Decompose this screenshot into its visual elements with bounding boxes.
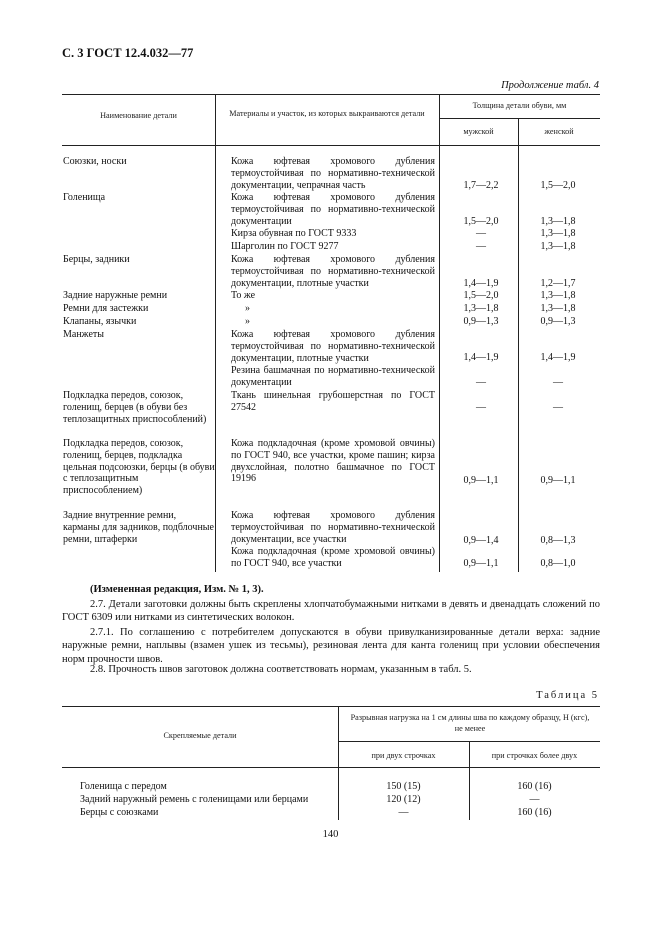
table-row-men: 1,7—2,2: [463, 180, 499, 191]
table-row-women: 0,9—1,3: [540, 316, 576, 327]
table-row-part: Ремни для застежки: [63, 303, 149, 314]
table-row-women: 1,3—1,8: [540, 241, 576, 252]
page-header: С. 3 ГОСТ 12.4.032—77: [62, 46, 194, 60]
table-row-women: 0,9—1,1: [540, 475, 576, 486]
col-header-thickness: Толщина детали обуви, мм: [472, 101, 567, 110]
table-row-part: Манжеты: [63, 329, 104, 340]
table-5-header-rule: [62, 767, 600, 768]
table-5-top-rule: [62, 706, 600, 707]
amendment-note: (Измененная редакция, Изм. № 1, 3).: [90, 584, 264, 595]
table-row-men: 1,4—1,9: [463, 278, 499, 289]
table-row-material: Кожа подкладочная (кроме хромовой овчины) по ГОСТ 940, все участки, кроме пашин; кирза двухслойная, полотно башмачное по ГОСТ 19196: [231, 438, 435, 485]
table-5-row-two: 120 (12): [386, 794, 421, 805]
table-row-men: 1,5—2,0: [463, 290, 499, 301]
table-row-women: 1,5—2,0: [540, 180, 576, 191]
table-row-men: 0,9—1,1: [463, 558, 499, 569]
table-row-men: 0,9—1,3: [463, 316, 499, 327]
col-header-material: Материалы и участок, из которых выкраиваются детали: [229, 109, 425, 118]
table-row-part: Клапаны, язычки: [63, 316, 137, 327]
col-header-part: Наименование детали: [100, 111, 177, 120]
table-4-top-rule: [62, 94, 600, 95]
table-5-row-parts: Берцы с союзками: [80, 807, 159, 818]
table-5-row-parts: Голенища с передом: [80, 781, 167, 792]
table-row-women: 1,2—1,7: [540, 278, 576, 289]
table-row-women: 0,8—1,3: [540, 535, 576, 546]
table-5-row-parts: Задний наружный ремень с голенищами или берцами: [80, 794, 309, 805]
table-row-material: Кожа юфтевая хромового дубления термоустойчивая по нормативно-технической документации, все участки: [231, 510, 435, 545]
table-row-material: Кожа юфтевая хромового дубления термоустойчивая по нормативно-технической документации, плотные участки: [231, 254, 435, 289]
table-continuation-label: Продолжение табл. 4: [501, 80, 599, 91]
col-divider-1: [215, 94, 216, 572]
paragraph-2-7-1: 2.7.1. По соглашению с потребителем допускаются в обуви привулканизированные детали верха: задние наружные ремни, наплывы (взамен ушек из тесьмы), резиновая лента для канта голенищ при условии обеспечения норм прочности швов.: [62, 627, 600, 665]
table-row-men: 1,3—1,8: [463, 303, 499, 314]
table-row-men: —: [476, 402, 486, 413]
table-row-women: —: [553, 402, 563, 413]
table-5-col-header-more: при строчках более двух: [491, 751, 578, 760]
table-row-material: Кожа юфтевая хромового дубления термоустойчивая по нормативно-технической документации, плотные участки: [231, 329, 435, 364]
table-row-part: Задние внутренние ремни, карманы для задников, подблочные ремни, штаферки: [63, 510, 214, 545]
table-row-women: —: [553, 377, 563, 388]
paragraph-2-8: 2.8. Прочность швов заготовок должна соответствовать нормам, указанным в табл. 5.: [90, 664, 472, 675]
table-5-row-two: —: [398, 807, 409, 818]
col-header-women: женской: [544, 127, 574, 136]
table-row-men: —: [476, 377, 486, 388]
table-row-material: Кожа юфтевая хромового дубления термоустойчивая по нормативно-технической документации: [231, 192, 435, 227]
table-row-part: Подкладка передов, союзок, голенищ, берцев, подкладка цельная подсоюзки, берцы (в обуви с теплозащитным приспособлением): [63, 438, 215, 497]
table-5-row-more: 160 (16): [517, 781, 552, 792]
table-row-material: То же: [231, 290, 256, 301]
table-row-material: Кирза обувная по ГОСТ 9333: [231, 228, 357, 239]
table-5-col-header-two: при двух строчках: [371, 751, 436, 760]
col-divider-3: [518, 118, 519, 572]
table-row-material: »: [245, 303, 250, 314]
table-row-material: Кожа подкладочная (кроме хромовой овчины) по ГОСТ 940, все участки: [231, 546, 435, 569]
table-row-men: —: [476, 228, 486, 239]
table-5-row-more: 160 (16): [517, 807, 552, 818]
col-header-men: мужской: [463, 127, 494, 136]
table-row-material: »: [245, 316, 250, 327]
table-row-men: 0,9—1,4: [463, 535, 499, 546]
table-row-material: Ткань шинельная грубошерстная по ГОСТ 27542: [231, 390, 435, 413]
table-row-material: Шарголин по ГОСТ 9277: [231, 241, 339, 252]
table-row-part: Задние наружные ремни: [63, 290, 168, 301]
table-row-part: Союзки, носки: [63, 156, 127, 167]
table-row-part: Подкладка передов, союзок, голенищ, берцев (в обуви без теплозащитных приспособлений): [63, 390, 207, 425]
table-row-men: 1,5—2,0: [463, 216, 499, 227]
page-number: 140: [322, 829, 339, 840]
table-4-header-rule: [62, 145, 600, 146]
table-5-row-more: —: [529, 794, 540, 805]
table-5-label: Таблица 5: [536, 690, 599, 701]
table-row-men: —: [476, 241, 486, 252]
table-row-material: Резина башмачная по нормативно-технической документации: [231, 365, 435, 388]
thickness-subheader-rule: [439, 118, 600, 119]
table-row-material: Кожа юфтевая хромового дубления термоустойчивая по нормативно-технической документации, чепрачная часть: [231, 156, 435, 191]
table-row-men: 1,4—1,9: [463, 352, 499, 363]
table-row-women: 1,4—1,9: [540, 352, 576, 363]
table-5-row-two: 150 (15): [386, 781, 421, 792]
table-row-part: Голенища: [63, 192, 106, 203]
table-row-men: 0,9—1,1: [463, 475, 499, 486]
table-row-women: 0,8—1,0: [540, 558, 576, 569]
table-row-women: 1,3—1,8: [540, 290, 576, 301]
table-row-women: 1,3—1,8: [540, 216, 576, 227]
table-5-col-header-load: Разрывная нагрузка на 1 см длины шва по каждому образцу, Н (кгс), не менее: [350, 713, 590, 733]
table-row-part: Берцы, задники: [63, 254, 130, 265]
table-row-women: 1,3—1,8: [540, 303, 576, 314]
col-divider-2: [439, 94, 440, 572]
table-5-col-header-parts: Скрепляемые детали: [163, 731, 237, 740]
table-row-women: 1,3—1,8: [540, 228, 576, 239]
paragraph-2-7: 2.7. Детали заготовки должны быть скреплены хлопчатобумажными нитками в девять и двенадцать сложений по ГОСТ 6309 или нитками из синтетических волокон.: [62, 599, 600, 624]
